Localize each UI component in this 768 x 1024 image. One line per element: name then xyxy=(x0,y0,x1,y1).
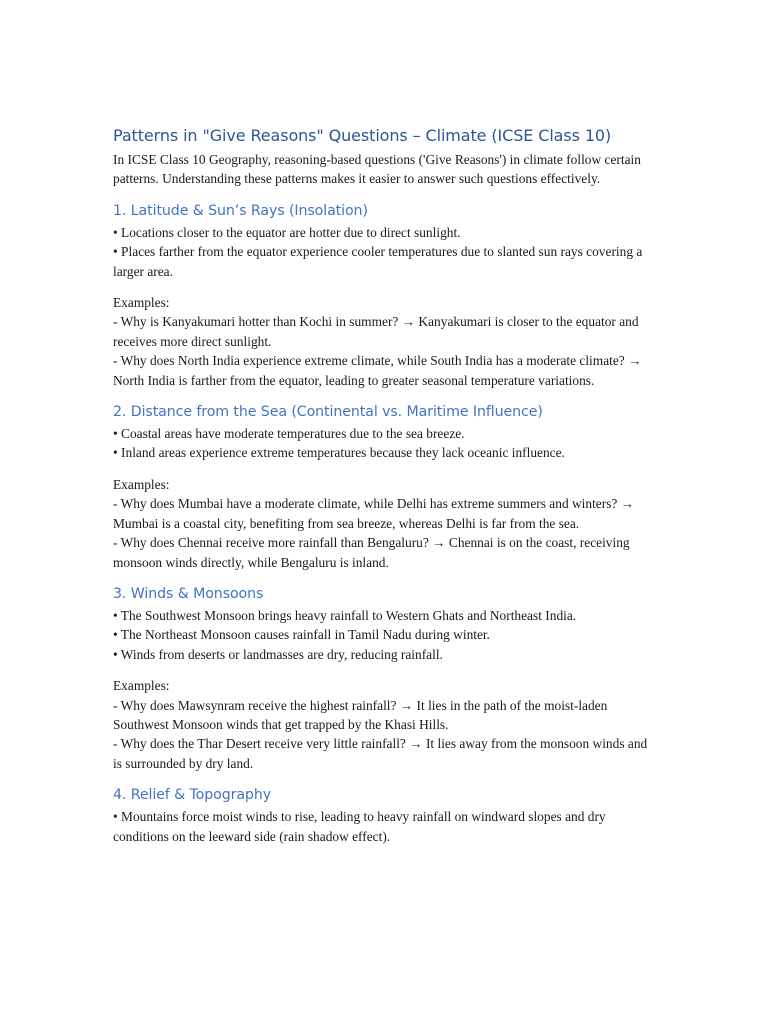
section-relief-topography xyxy=(113,786,658,846)
example-item: - Why does North India experience extreme climate, while South India has a moderate climate? → North India is farther from the equator, leading to greater seasonal temperature variations. xyxy=(113,353,642,388)
bullet-item: • The Southwest Monsoon brings heavy rainfall to Western Ghats and Northeast India. xyxy=(113,607,577,623)
bullet-item: • Winds from deserts or landmasses are dry, reducing rainfall. xyxy=(113,646,443,662)
bullet-item: • Mountains force moist winds to rise, leading to heavy rainfall on windward slopes and dry conditions on the leeward side (rain shadow effect). xyxy=(113,809,606,844)
bullet-list xyxy=(113,606,658,664)
section-heading: 3. Winds & Monsoons xyxy=(113,585,264,602)
example-item: - Why does Mawsynram receive the highest rainfall? → It lies in the path of the moist-laden Southwest Monsoon winds that get trapped by the Khasi Hills. xyxy=(113,697,608,732)
intro-paragraph: In ICSE Class 10 Geography, reasoning-based questions ('Give Reasons') in climate follow certain patterns. Understanding these patterns makes it easier to answer such questions effectively. xyxy=(113,152,641,187)
bullet-list xyxy=(113,807,658,846)
section-distance-from-sea xyxy=(113,403,658,572)
example-item: - Why is Kanyakumari hotter than Kochi in summer? → Kanyakumari is closer to the equator and receives more direct sunlight. xyxy=(113,314,639,349)
bullet-item: • Inland areas experience extreme temperatures because they lack oceanic influence. xyxy=(113,445,565,461)
section-heading: 1. Latitude & Sun’s Rays (Insolation) xyxy=(113,202,368,219)
example-item: - Why does Mumbai have a moderate climate, while Delhi has extreme summers and winters? → Mumbai is a coastal city, benefiting from sea breeze, whereas Delhi is far from the sea. xyxy=(113,496,635,531)
document-page xyxy=(113,126,658,859)
examples-label: Examples: xyxy=(113,678,170,694)
bullet-list xyxy=(113,223,658,281)
bullet-item: • Coastal areas have moderate temperatures due to the sea breeze. xyxy=(113,426,465,442)
examples-label: Examples: xyxy=(113,295,170,311)
bullet-item: • Places farther from the equator experience cooler temperatures due to slanted sun rays covering a larger area. xyxy=(113,244,643,279)
bullet-item: • The Northeast Monsoon causes rainfall in Tamil Nadu during winter. xyxy=(113,627,491,643)
bullet-item: • Locations closer to the equator are hotter due to direct sunlight. xyxy=(113,224,461,240)
example-item: - Why does Chennai receive more rainfall than Bengaluru? → Chennai is on the coast, receiving monsoon winds directly, while Bengaluru is inland. xyxy=(113,535,630,570)
example-item: - Why does the Thar Desert receive very little rainfall? → It lies away from the monsoon winds and is surrounded by dry land. xyxy=(113,736,648,771)
section-heading: 4. Relief & Topography xyxy=(113,787,272,804)
section-heading: 2. Distance from the Sea (Continental vs. Maritime Influence) xyxy=(113,404,543,421)
section-latitude xyxy=(113,202,658,390)
examples-label: Examples: xyxy=(113,476,170,492)
section-winds-monsoons xyxy=(113,585,658,773)
document-title: Patterns in "Give Reasons" Questions – Climate (ICSE Class 10) xyxy=(113,126,612,145)
bullet-list xyxy=(113,424,658,463)
